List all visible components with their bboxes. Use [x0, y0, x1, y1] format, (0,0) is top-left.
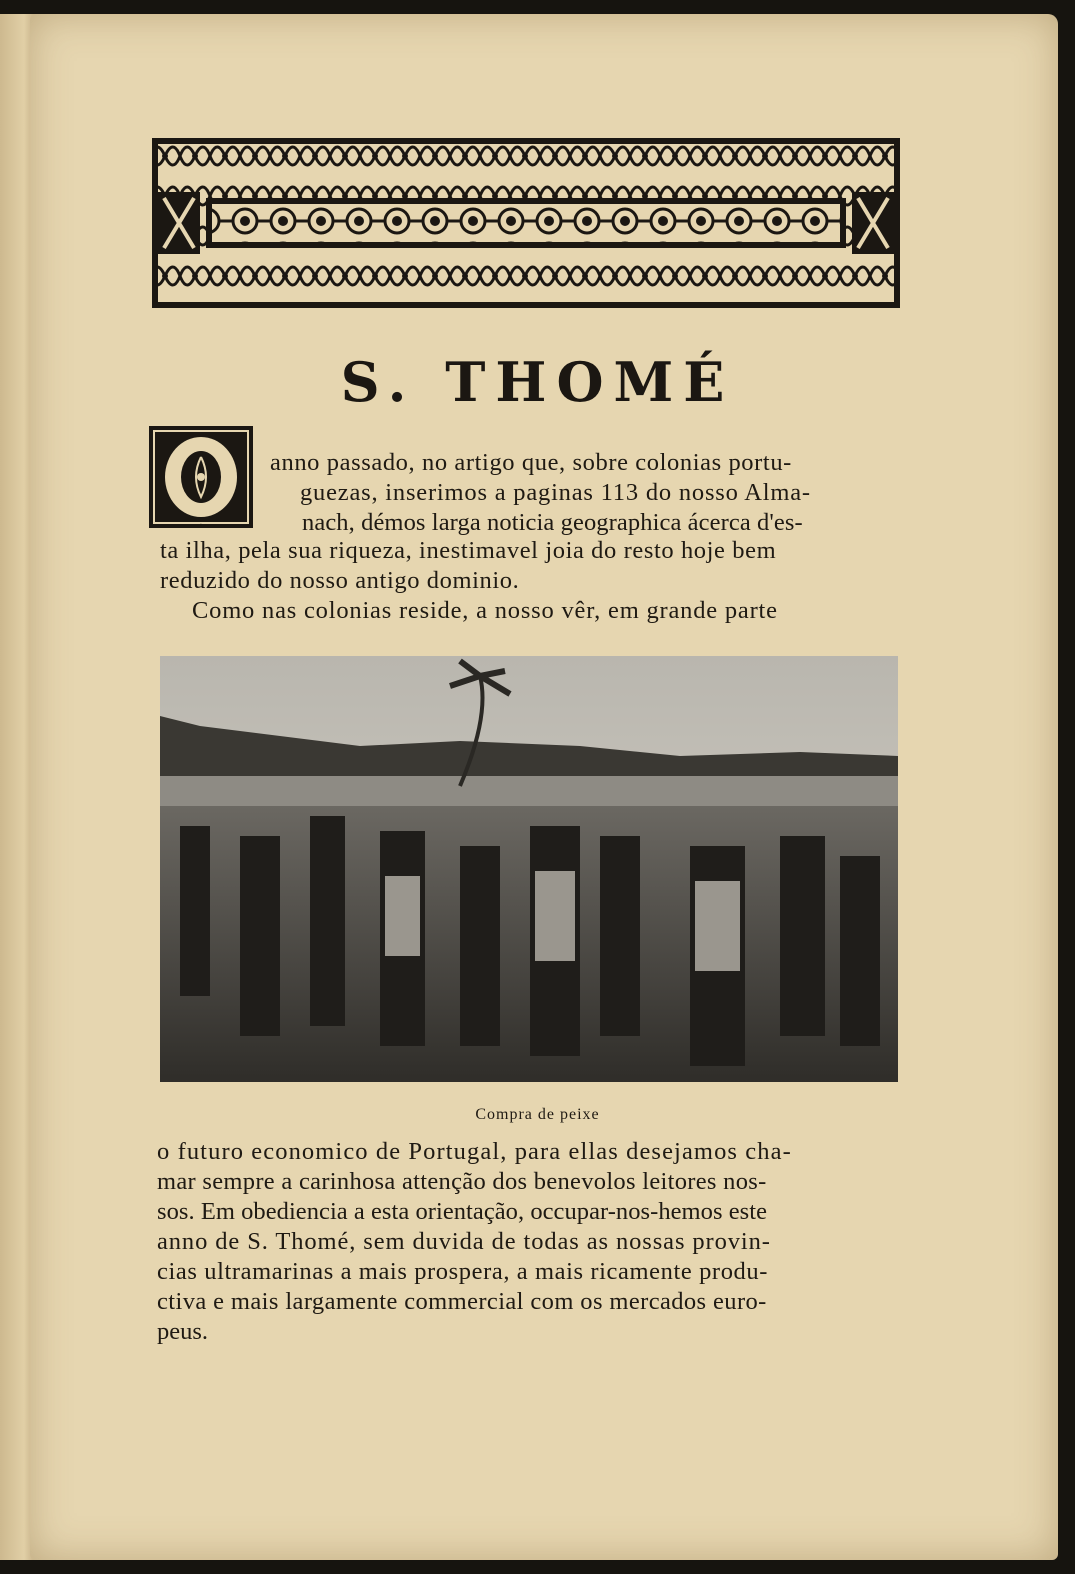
drop-cap-ornament [148, 425, 254, 529]
text-line: anno de S. Thomé, sem duvida de todas as nossas provin- [157, 1228, 771, 1255]
photograph-fish-market [160, 656, 898, 1082]
text-line: ta ilha, pela sua riqueza, inestimavel joia do resto hoje bem [160, 537, 777, 564]
text-line: sos. Em obediencia a esta orientação, occupar-nos-hemos este [157, 1198, 768, 1225]
text-line: ctiva e mais largamente commercial com os mercados euro- [157, 1288, 767, 1315]
page-title: S. THOMÉ [340, 350, 735, 414]
ornamental-border [150, 136, 902, 310]
text-line: Como nas colonias reside, a nosso vêr, em grande parte [192, 597, 778, 624]
text-line: peus. [157, 1318, 209, 1345]
text-line: mar sempre a carinhosa attenção dos benevolos leitores nos- [157, 1168, 767, 1195]
text-line: reduzido do nosso antigo dominio. [160, 567, 520, 594]
text-line: nach, démos larga noticia geographica ácerca d'es- [302, 509, 803, 536]
text-line: anno passado, no artigo que, sobre colonias portu- [270, 449, 792, 476]
photo-caption: Compra de peixe [475, 1106, 600, 1123]
text-line: o futuro economico de Portugal, para ellas desejamos cha- [157, 1138, 792, 1165]
text-line: guezas, inserimos a paginas 113 do nosso Alma- [300, 479, 811, 506]
svg-text:O: O [200, 524, 202, 526]
text-line: cias ultramarinas a mais prospera, a mais ricamente produ- [157, 1258, 769, 1285]
drop-cap [148, 425, 254, 529]
